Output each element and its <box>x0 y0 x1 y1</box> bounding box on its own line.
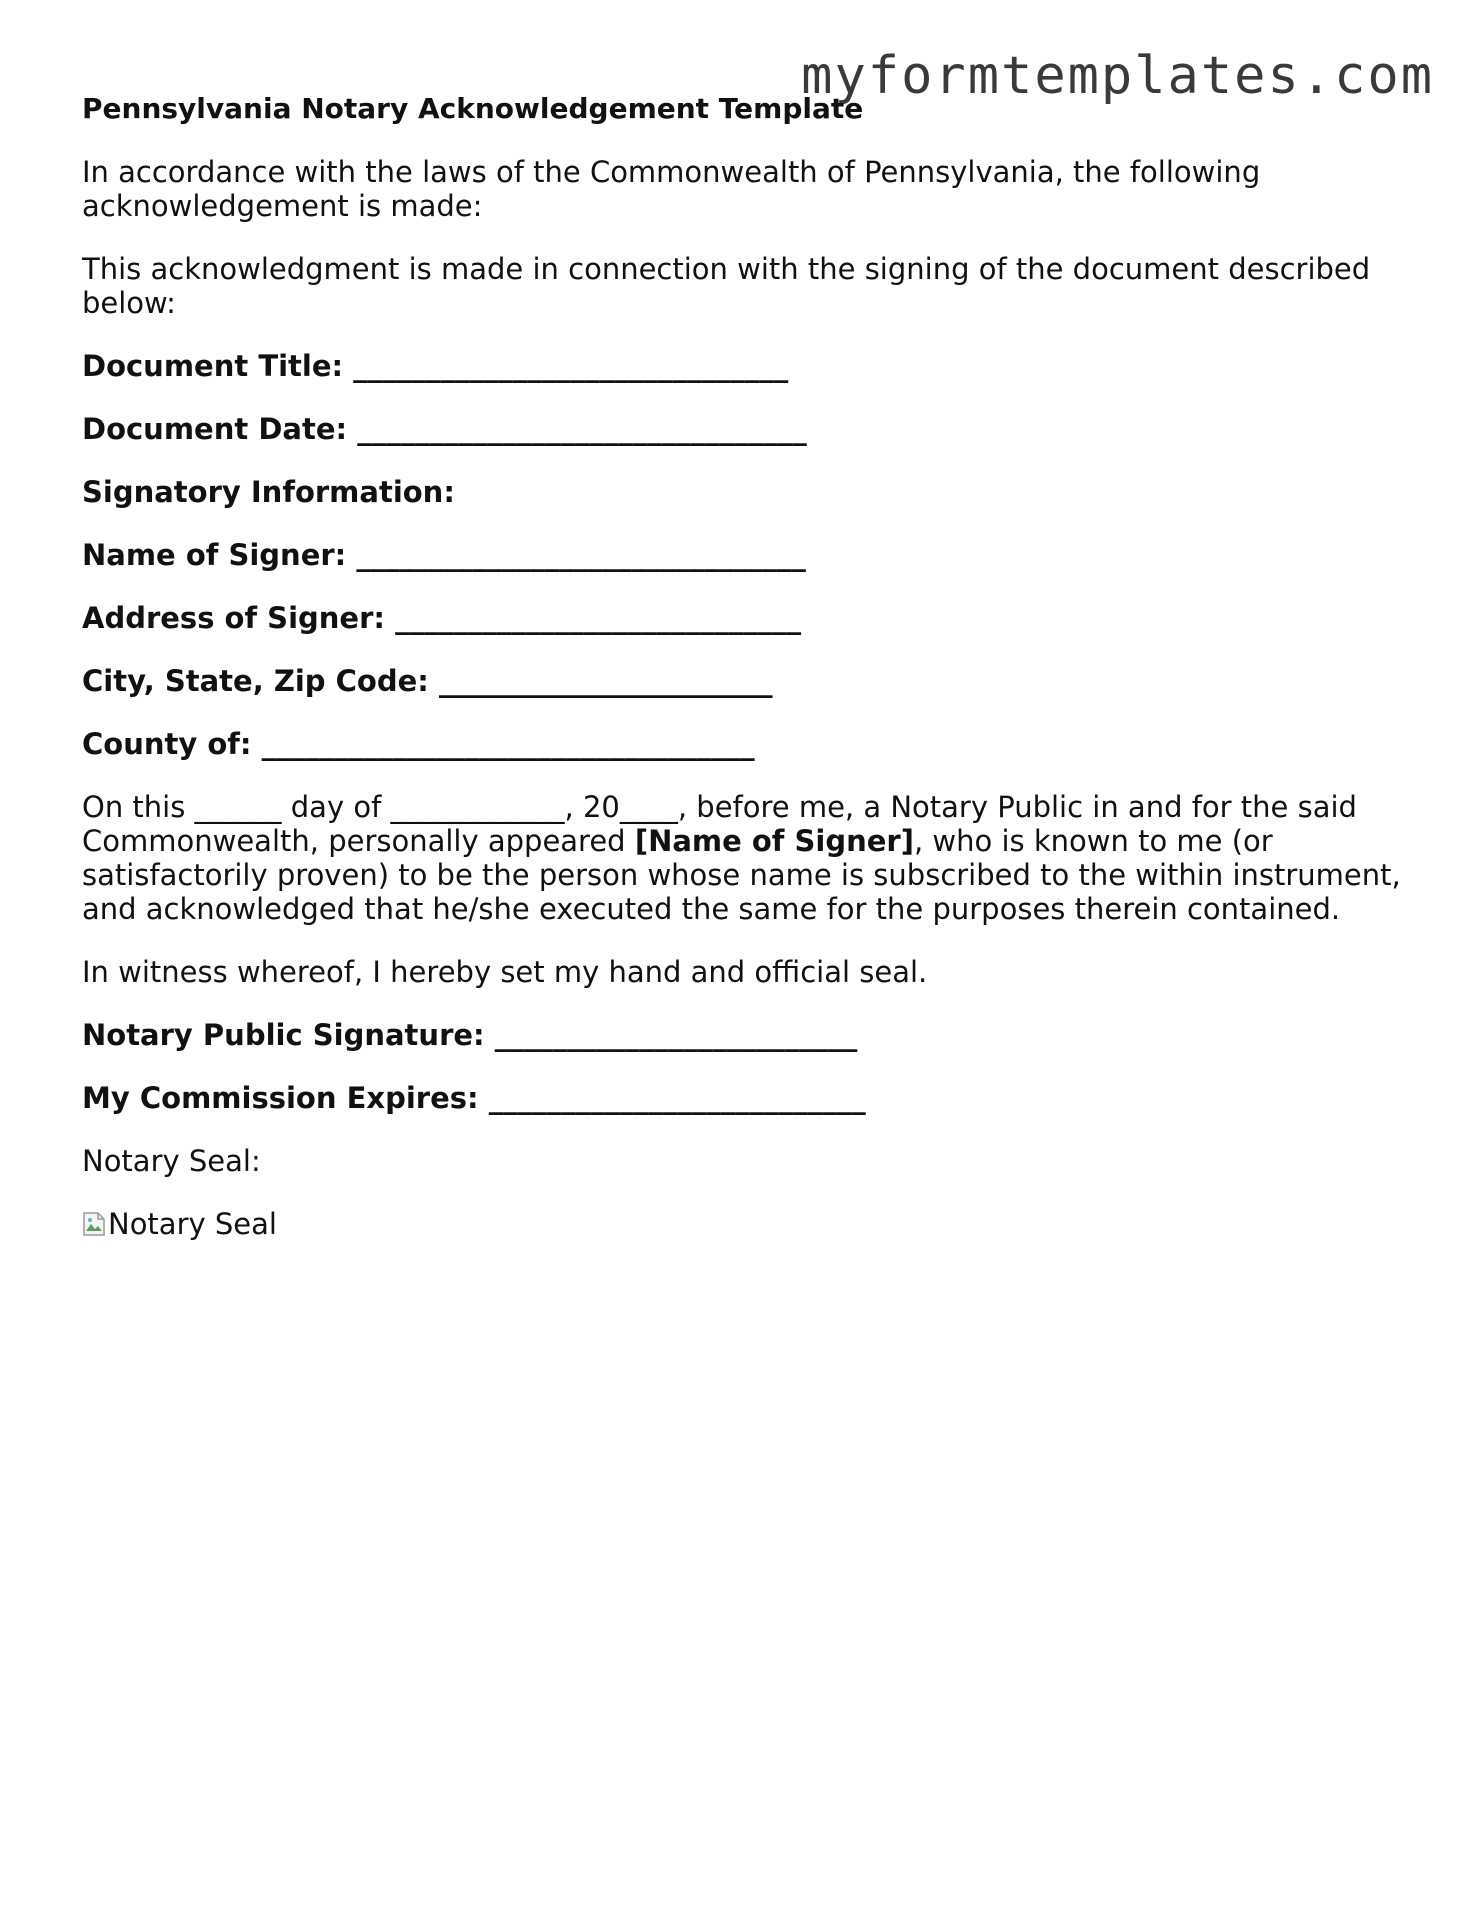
connection-paragraph: This acknowledgment is made in connection with the signing of the document described below: <box>82 252 1371 320</box>
intro-paragraph: In accordance with the laws of the Commonwealth of Pennsylvania, the following acknowledgement is made: <box>82 155 1261 223</box>
county-blank[interactable]: __________________________________ <box>261 727 755 761</box>
signatory-information-label: Signatory Information: <box>82 475 455 509</box>
document-title-field <box>82 349 1402 383</box>
address-of-signer-label: Address of Signer: <box>82 601 385 635</box>
city-state-zip-label: City, State, Zip Code: <box>82 664 429 698</box>
document-title-label: Document Title: <box>82 349 344 383</box>
address-of-signer-field <box>82 601 1402 635</box>
notary-seal-alt-text: Notary Seal <box>108 1207 277 1241</box>
document-title-blank[interactable]: ______________________________ <box>353 349 789 383</box>
name-of-signer-blank[interactable]: _______________________________ <box>356 538 806 572</box>
document-date-label: Document Date: <box>82 412 348 446</box>
address-of-signer-blank[interactable]: ____________________________ <box>395 601 802 635</box>
document-heading: Pennsylvania Notary Acknowledgement Template <box>82 92 864 125</box>
notary-signature-label: Notary Public Signature: <box>82 1018 485 1052</box>
signer-name-placeholder: [Name of Signer] <box>634 824 914 858</box>
witness-paragraph: In witness whereof, I hereby set my hand and official seal. <box>82 955 928 989</box>
document-date-field <box>82 412 1402 446</box>
notary-signature-field <box>82 1018 1402 1052</box>
commission-expires-label: My Commission Expires: <box>82 1081 479 1115</box>
acknowledgement-paragraph <box>82 790 1402 926</box>
acknowledgement-text-part2: , who is known to me (or satisfactorily proven) to be the person whose name is subscribed to the within instrument, and acknowledged that he/she executed the same for the purposes therein contained. <box>82 824 1401 926</box>
name-of-signer-label: Name of Signer: <box>82 538 347 572</box>
broken-image-icon <box>82 1211 106 1237</box>
signatory-information-heading <box>82 475 1402 509</box>
notary-seal-image <box>82 1207 1402 1241</box>
acknowledgement-text-part1: On this ______ day of ____________, 20____, before me, a Notary Public in and for the said Commonwealth, personally appeared <box>82 790 1357 858</box>
city-state-zip-field <box>82 664 1402 698</box>
notary-seal-label: Notary Seal: <box>82 1144 261 1178</box>
city-state-zip-blank[interactable]: _______________________ <box>438 664 773 698</box>
document-page <box>82 92 1402 1241</box>
name-of-signer-field <box>82 538 1402 572</box>
commission-expires-field <box>82 1081 1402 1115</box>
document-date-blank[interactable]: _______________________________ <box>357 412 807 446</box>
commission-expires-blank[interactable]: __________________________ <box>488 1081 866 1115</box>
notary-signature-blank[interactable]: _________________________ <box>494 1018 858 1052</box>
county-field <box>82 727 1402 761</box>
watermark: myformtemplates.com <box>801 46 1434 106</box>
county-label: County of: <box>82 727 252 761</box>
